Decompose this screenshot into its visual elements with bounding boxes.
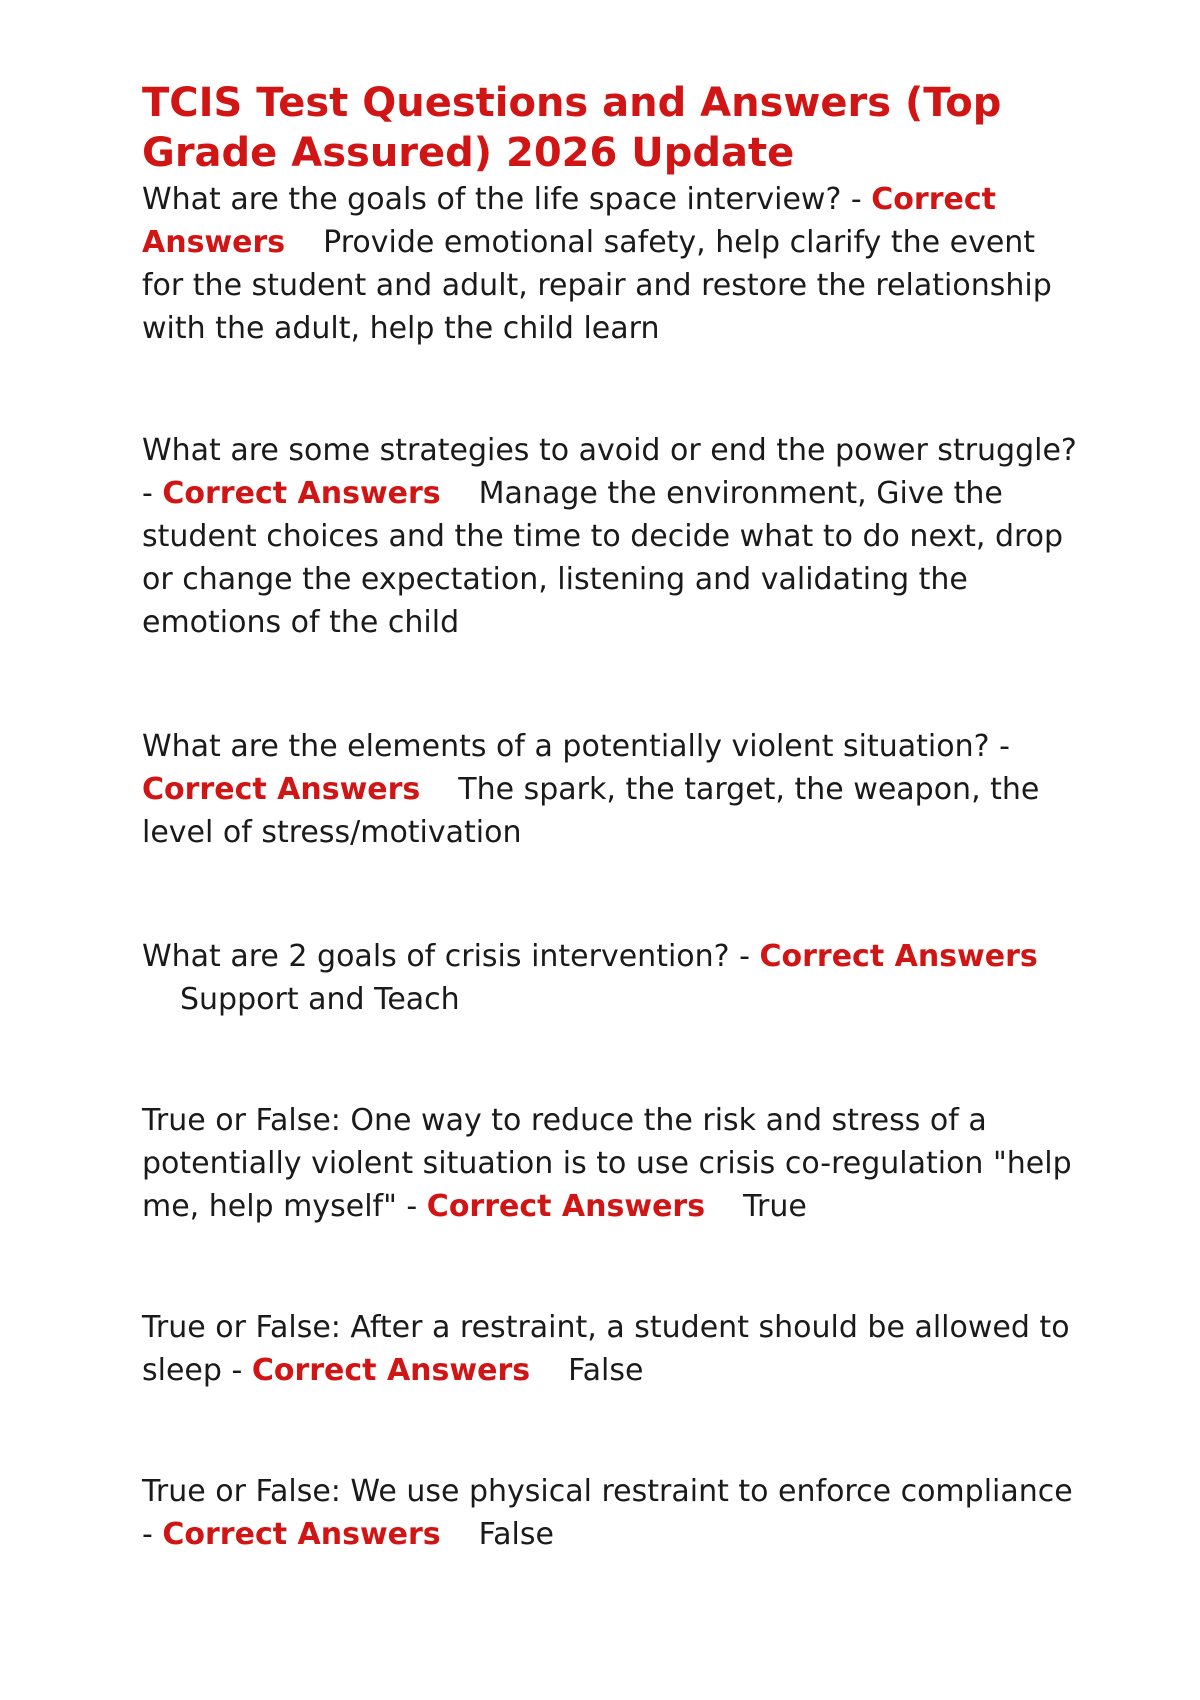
qa-item <box>142 429 1082 644</box>
qa-item <box>142 1470 1082 1556</box>
question-text: True or False: We use physical restraint to enforce compliance - <box>142 1474 1073 1552</box>
correct-answers-label: Correct Answers <box>162 1517 441 1552</box>
qa-item <box>142 1099 1082 1228</box>
qa-item <box>142 1306 1082 1392</box>
question-text: True or False: After a restraint, a student should be allowed to sleep - <box>142 1310 1070 1388</box>
answer-text: False <box>478 1517 554 1552</box>
document-page <box>142 78 1082 1556</box>
document-title: TCIS Test Questions and Answers (Top Grade Assured) 2026 Update <box>142 80 1002 176</box>
answer-text: Support and Teach <box>180 982 460 1017</box>
question-text: What are some strategies to avoid or end the power struggle? - <box>142 433 1077 511</box>
answer-text: True <box>743 1189 807 1224</box>
correct-answers-label: Correct Answers <box>426 1189 706 1224</box>
correct-answers-label: Correct Answers <box>759 939 1038 974</box>
answer-text: Manage the environment, Give the student choices and the time to decide what to do next, drop or change the expectation, listening and validating the emotions of the child <box>142 476 1064 640</box>
correct-answers-label: Correct Answers <box>162 476 441 511</box>
correct-answers-label: Correct Answers <box>142 772 421 807</box>
answer-text: The spark, the target, the weapon, the level of stress/motivation <box>142 772 1040 850</box>
qa-item <box>142 725 1082 854</box>
qa-item <box>142 178 1082 350</box>
question-text: What are the goals of the life space interview? - <box>142 182 872 217</box>
question-text: What are the elements of a potentially violent situation? - <box>142 729 1010 764</box>
question-text: True or False: One way to reduce the risk and stress of a potentially violent situation is to use crisis co-regulation "help me, help myself" - <box>142 1103 1072 1224</box>
qa-item <box>142 935 1082 1021</box>
correct-answers-label: Correct Answers <box>142 182 996 260</box>
question-text: What are 2 goals of crisis intervention? - <box>142 939 760 974</box>
answer-text: Provide emotional safety, help clarify the event for the student and adult, repair and restore the relationship with the adult, help the child learn <box>142 225 1052 346</box>
correct-answers-label: Correct Answers <box>251 1353 531 1388</box>
answer-text: False <box>568 1353 644 1388</box>
